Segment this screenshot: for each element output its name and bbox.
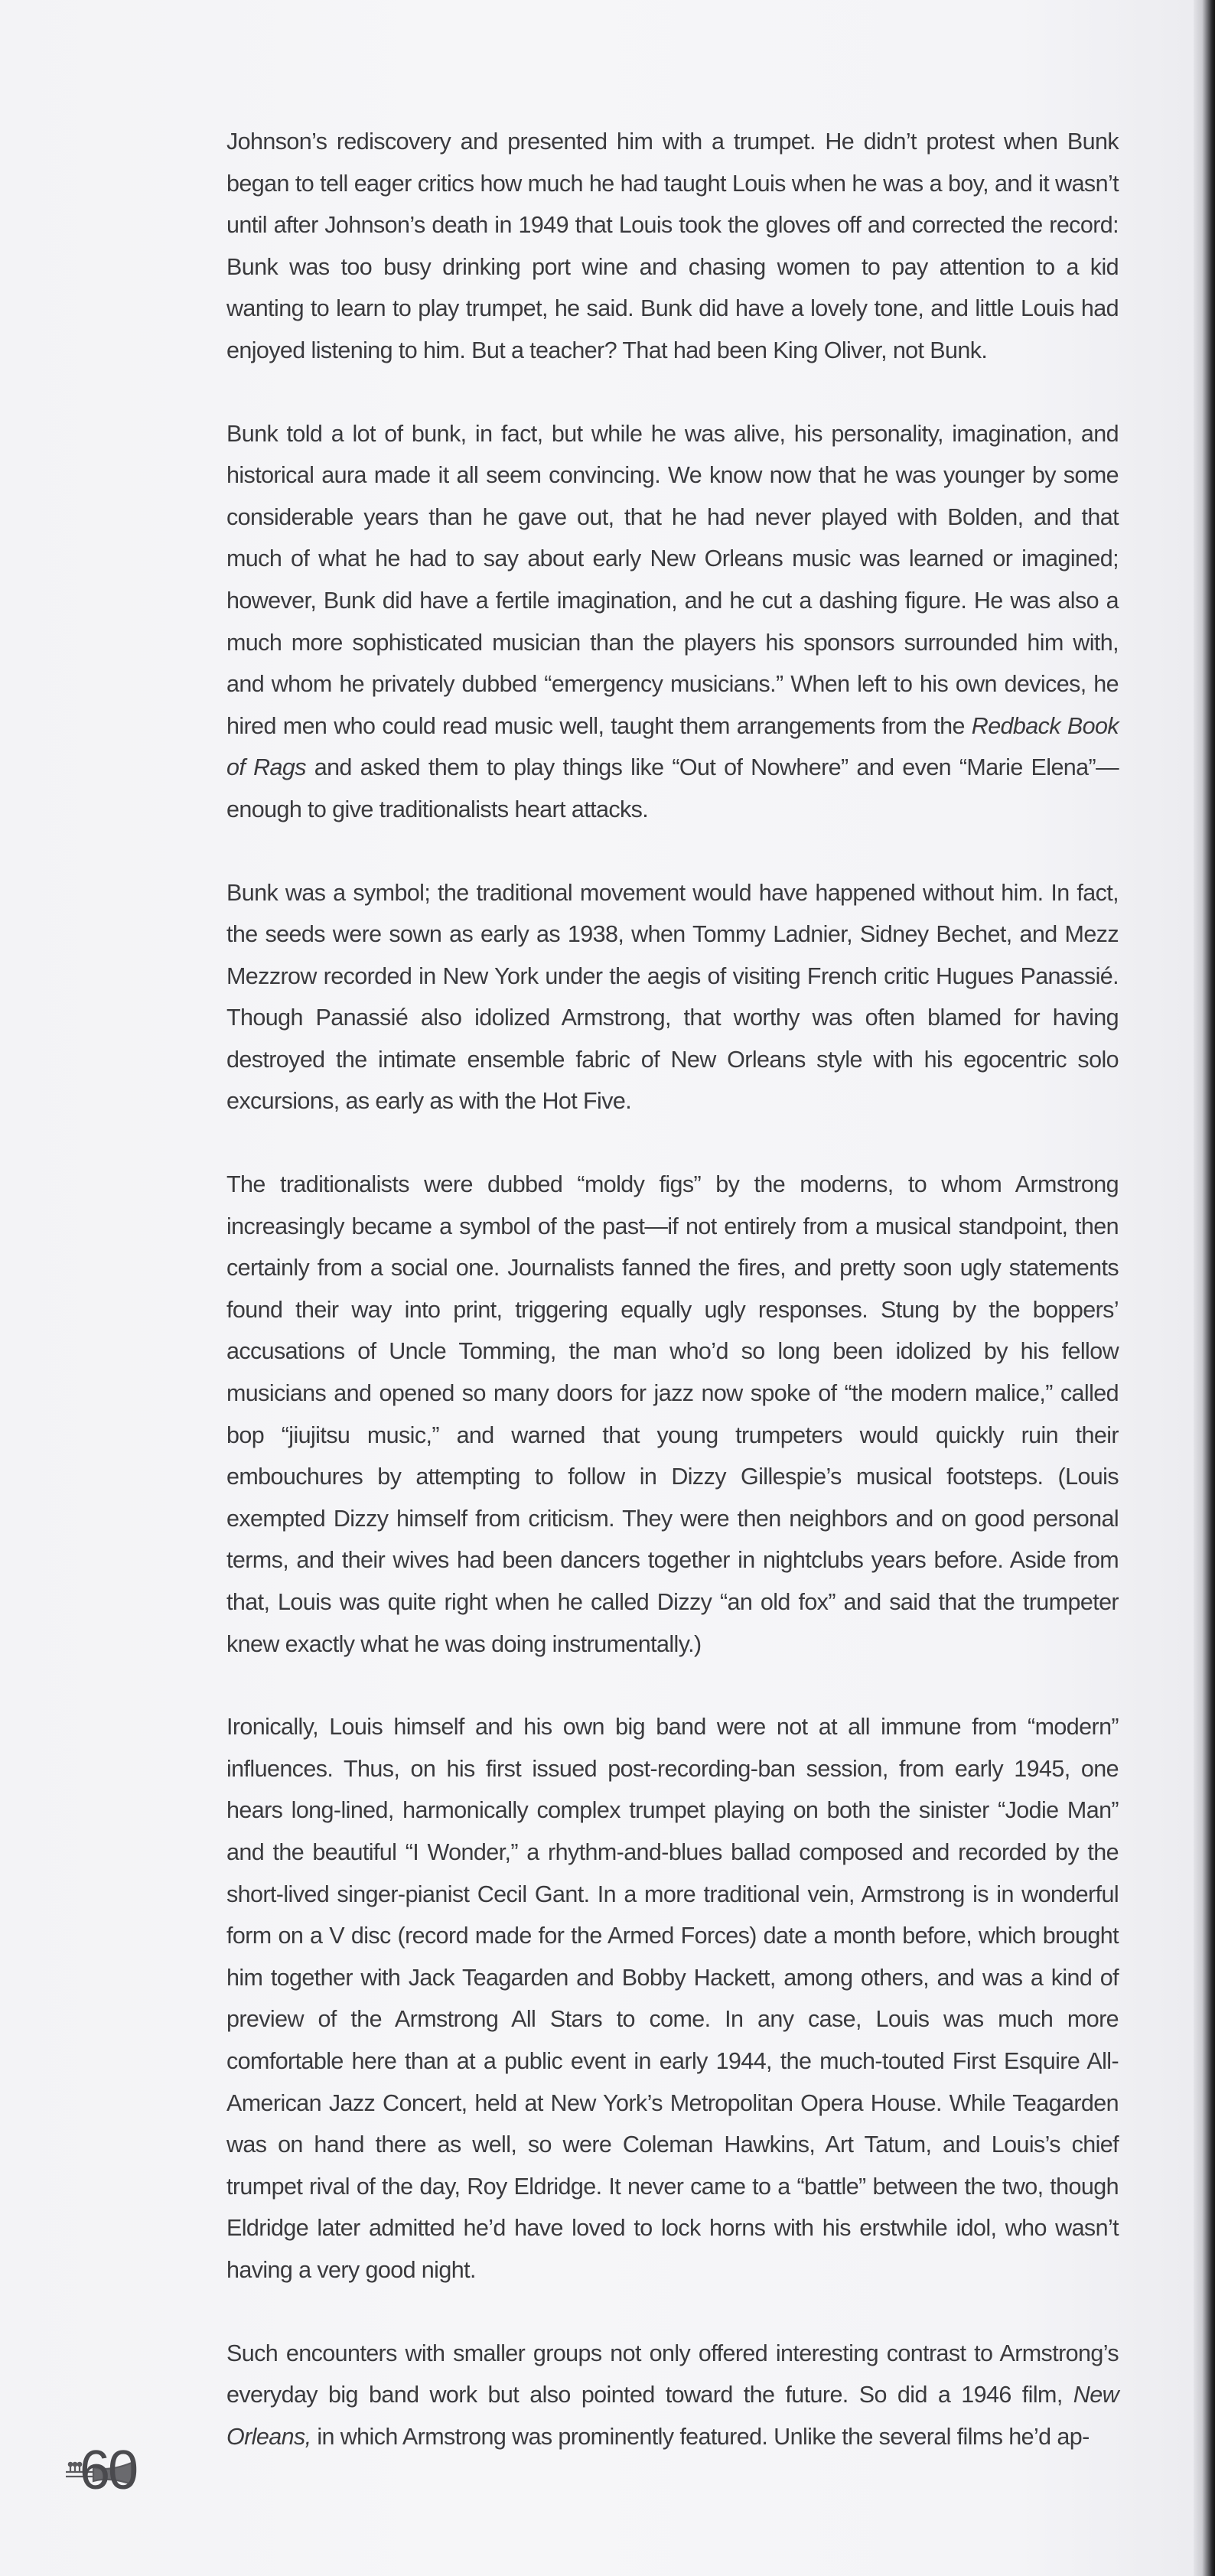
paragraph-4	[226, 1164, 1119, 1665]
paragraph-1	[226, 121, 1119, 372]
paragraph-3-text: Bunk was a symbol; the traditional movement would have happened without him. In fact, the seeds were sown as early as 1938, when Tommy Ladnier, Sidney Bechet, and Mezz Mezzrow recorded in New York under the aegis of visiting French critic Hugues Panassié. Though Panassié also idolized Armstrong, that worthy was often blamed for having destroyed the intimate ensemble fabric of New Orleans style with his egocentric solo excursions, as early as with the Hot Five.	[226, 879, 1119, 1115]
page-number: 60	[80, 2440, 137, 2501]
paragraph-4-text: The traditionalists were dubbed “moldy figs” by the moderns, to whom Armstrong increasingly became a symbol of the past—if not entirely from a musical standpoint, then certainly from a social one. Journalists fanned the fires, and pretty soon ugly statements found their way into print, triggering equally ugly responses. Stung by the boppers’ accusations of Uncle Tomming, the man who’d so long been idolized by his fellow musicians and opened so many doors for jazz now spoke of “the modern malice,” called bop “jiujitsu music,” and warned that young trumpeters would quickly ruin their embouchures by attempting to follow in Dizzy Gillespie’s musical footsteps. (Louis exempted Dizzy himself from criticism. They were then neighbors and on good personal terms, and their wives had been dancers together in nightclubs years before. Aside from that, Louis was quite right when he called Dizzy “an old fox” and said that the trumpeter knew exactly what he was doing instrumentally.)	[226, 1171, 1119, 1657]
paragraph-6-text-a: Such encounters with smaller groups not only offered interesting contrast to Armstrong’s everyday big band work but also pointed toward the future. So did a 1946 film,	[226, 2340, 1119, 2408]
paragraph-1-text: Johnson’s rediscovery and presented him with a trumpet. He didn’t protest when Bunk began to tell eager critics how much he had taught Louis when he was a boy, and it wasn’t until after Johnson’s death in 1949 that Louis took the gloves off and corrected the record: Bunk was too busy drinking port wine and chasing women to pay attention to a kid wanting to learn to play trumpet, he said. Bunk did have a lovely tone, and little Louis had enjoyed listening to him. But a teacher? That had been King Oliver, not Bunk.	[226, 129, 1119, 363]
paragraph-6-text-b: in which Armstrong was prominently featured. Unlike the several films he’d ap-	[311, 2423, 1090, 2450]
book-title-italic: Redback Book of Rags	[226, 712, 1119, 781]
paragraph-5-text: Ironically, Louis himself and his own big band were not at all immune from “modern” influences. Thus, on his first issued post-recording-ban session, from early 1945, one hears long-lined, harmonically complex trumpet playing on both the sinister “Jodie Man” and the beautiful “I Wonder,” a rhythm-and-blues ballad composed and recorded by the short-lived singer-pianist Cecil Gant. In a more traditional vein, Armstrong is in wonderful form on a V disc (record made for the Armed Forces) date a month before, which brought him together with Jack Teagarden and Bobby Hackett, among others, and was a kind of preview of the Armstrong All Stars to come. In any case, Louis was much more comfortable here than at a public event in early 1944, the much-touted First Esquire All-American Jazz Concert, held at New York’s Metropolitan Opera House. While Teagarden was on hand there as well, so were Coleman Hawkins, Art Tatum, and Louis’s chief trumpet rival of the day, Roy Eldridge. It never came to a “battle” between the two, though Eldridge later admitted he’d have loved to lock horns with his erstwhile idol, who wasn’t having a very good night.	[226, 1714, 1119, 2283]
body-text	[226, 121, 1119, 2499]
film-title-italic: New Orleans,	[226, 2382, 1119, 2450]
paragraph-5	[226, 1706, 1119, 2291]
page-edge-shadow	[1194, 0, 1215, 2576]
paragraph-2-text-a: Bunk told a lot of bunk, in fact, but while he was alive, his personality, imagination, and historical aura made it all seem convincing. We know now that he was younger by some considerable years than he gave out, that he had never played with Bolden, and that much of what he had to say about early New Orleans music was learned or imagined; however, Bunk did have a fertile imagination, and he cut a dashing figure. He was also a much more sophisticated musician than the players his sponsors surrounded him with, and whom he privately dubbed “emergency musicians.” When left to his own devices, he hired men who could read music well, taught them arrangements from the	[226, 420, 1119, 739]
paragraph-2	[226, 413, 1119, 831]
paragraph-2-text-b: and asked them to play things like “Out of Nowhere” and even “Marie Elena”—enough to give traditionalists heart attacks.	[226, 754, 1119, 822]
paragraph-3	[226, 872, 1119, 1123]
page-folio	[63, 2438, 147, 2507]
paragraph-6	[226, 2333, 1119, 2458]
